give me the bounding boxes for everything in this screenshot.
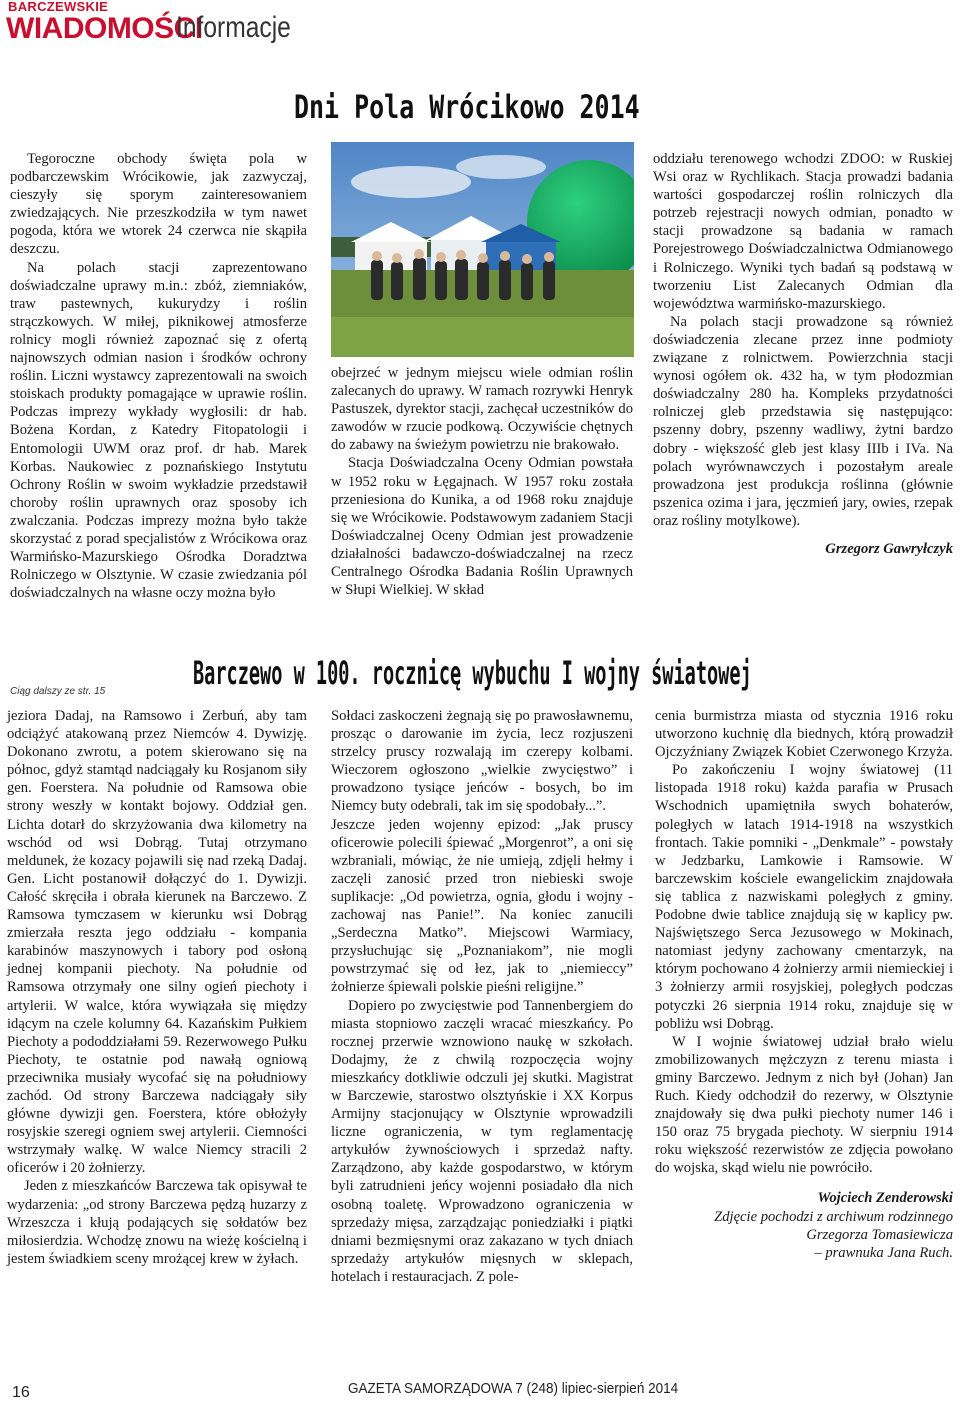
article1-col3 — [653, 150, 953, 558]
paragraph: oddziału terenowego wchodzi ZDOO: w Ruskiej Wsi oraz w Rychlikach. Stacja prowadzi badania wartości gospodarczej roślin rolniczych dla potrzeb rejestracji nowych odmian, ponadto w stacji prowadzone są badania w ramach Porejestrowego Doświadczalnictwa Odmianowego i Rolniczego. Wyniki tych badań są podstawą w tworzeniu List Zalecanych Odmian dla województwa warmińsko-mazurskiego. — [653, 151, 953, 312]
paragraph: Na polach stacji prowadzone są również doświadczenia zlecane przez inne podmioty związane z rolnictwem. Powierzchnia stacji wynosi ogółem ok. 432 ha, w tym płodozmian doświadczalny 280 ha. Kompleks przydatności rolniczej gleb przedstawia się następująco: pszenny dobry, pszenny wadliwy, żytni bardzo dobry - większość gleb jest klasy IIIb i IVa. Na polach wyrównawczych i pozostałym areale prowadzona jest produkcja roślinna (głównie pszenica ozima i jara, jęczmień jary, owies, rzepak oraz rośliny motylkowe). — [653, 313, 953, 529]
article1-title: Dni Pola Wrócikowo 2014 — [294, 88, 640, 126]
paragraph: cenia burmistrza miasta od stycznia 1916 roku utworzono kuchnię dla biednych, którą prowadził Ojczyźniany Związek Kobiet Czerwonego Krzyża. — [655, 708, 953, 761]
paragraph: Dopiero po zwycięstwie pod Tannenbergiem do miasta stopniowo zaczęli wracać mieszkańcy. Po rocznej przerwie wznowiono naukę w szkołach. Dodajmy, że z chwilą rozpoczęcia wojny mieszkańcy dotkliwie odczuli jej skutki. Magistrat w Barczewie, starostwo olsztyńskie i XX Korpus Armijny stacjonujący w Olsztynie wprowadzili liczne ograniczenia, w tym reglamentację artykułów żywnościowych i sprzedaż nafty. Zarządzono, aby każde gospodarstwo, w którym byli zatrudnieni jeńcy wojenni posiadało dla nich osobną toaletę. Wprowadzono ograniczenia w sprzedaży mięsa, zarządzając poniedziałki i piątki dniami bezmięsnymi oraz zakazano w tych dniach sprzedaży artykułów mięsnych w sklepach, hotelach i restauracjach. Z pole- — [331, 997, 633, 1285]
article2-col2 — [331, 707, 633, 1286]
photo-credit-line: Grzegorza Tomasiewicza — [806, 1226, 953, 1243]
article2-title: Barczewo w 100. rocznicę wybuchu I wojny światowej — [193, 654, 752, 692]
paragraph: Jeszcze jeden wojenny epizod: „Jak pruscy oficerowie polecili śpiewać „Morgenrot”, a oni się wzbraniali, mówiąc, że nie umieją, zdjęli hełmy i zaczęli zanosić przed tron niebieski swoje suplikacje: „Od powietrza, ognia, głodu i wojny - zachowaj nas Panie!”. Na koniec zanucili „Serdeczna Matko”. Miejscowi Warmiacy, przysłuchując się „Poznaniakom”, nie mogli powstrzymać się od łez, jak to „niemieccy” żołnierze śpiewali polskie pieśni religijne.” — [331, 816, 633, 996]
field-day-photo — [331, 142, 634, 357]
article1-author: Grzegorz Gawryłczyk — [825, 540, 953, 557]
paragraph: Po zakończeniu I wojny światowej (11 listopada 1918 roku) każda parafia w Prusach Wschodnich upamiętniła swych bohaterów, poległych w latach 1914-1918 na wszystkich frontach. Takie pomniki - „Denkmale” - powstały w Jedzbarku, Lamkowie i Ramsowie. W barczewskim kościele ewangelickim znajdowała się tablica z nazwiskami poległych z gminy. Podobne dwie tablice znajdują się w kaplicy pw. Najświętszego Serca Jezusowego w Mokinach, natomiast jedyny zachowany cmentarzyk, na którym pochowano 4 żołnierzy armii niemieckiej i 3 żołnierzy armii rosyjskiej, poległych podczas potyczki 26 sierpnia 1914 roku, znajduje się w pobliżu wsi Dobrąg. — [655, 762, 953, 1032]
article1-col1 — [10, 150, 307, 602]
paragraph: W I wojnie światowej udział brało wielu zmobilizowanych mężczyzn z terenu miasta i gminy Barczewo. Jednym z nich był (Johan) Jan Ruch. Kiedy odchodził do rezerwy, w Olsztynie znajdowały się dwa pułki piechoty numer 146 i 150 oraz 75 brygada piechoty. W sierpniu 1914 roku większość rezerwistów ze zdjęcia powołano do wojska, skąd wielu nie powróciło. — [655, 1033, 953, 1177]
photo-credit-line: – prawnuka Jana Ruch. — [814, 1244, 953, 1261]
masthead-brand-main: WIADOMOŚCI — [6, 12, 203, 45]
issue-footer: GAZETA SAMORZĄDOWA 7 (248) lipiec-sierpień 2014 — [348, 1380, 679, 1397]
masthead-brand-top: BARCZEWSKIE — [8, 0, 109, 14]
paragraph: Na polach stacji zaprezentowano doświadczalne uprawy m.in.: zbóż, ziemniaków, traw pastewnych, kukurydzy i roślin strączkowych. W miłej, piknikowej atmosferze rolnicy mogli również zapoznać się z ofertą najnowszych odmian nasion i środków ochrony roślin. Liczni wystawcy zaprezentowali na swoich stoiskach produkty pomagające w uprawie roślin. Podczas imprezy wykłady wygłosili: dr hab. Bożena Kordan, z Katedry Fitopatologii i Entomologii UWM oraz prof. dr hab. Marek Korbas. Naukowiec z poznańskiego Instytutu Ochrony Roślin w swoim wykładzie przedstawił choroby roślin uprawnych oraz sposoby ich zwalczania. Podczas imprezy można było także skorzystać z porad specjalistów z Wrócikowa oraz Warmińsko-Mazurskiego Ośrodka Doradztwa Rolniczego w Olsztynie. W czasie zwiedzania pól doświadczalnych na własne oczy można było — [10, 259, 307, 602]
masthead-section-title: Informacje — [176, 11, 291, 44]
paragraph: Sołdaci zaskoczeni żegnają się po prawosławnemu, prosząc o darowanie im życia, lecz rozjuszeni strzelcy pruscy rozwalają im czerepy kolbami. Wieczorem ogłoszono „wielkie zwycięstwo” i prowadzono tysiące jeńców - bosych, bo im Niemcy buty odebrali, tak im się spodobały...”. — [331, 708, 633, 815]
continuation-note: Ciąg dalszy ze str. 15 — [10, 686, 106, 697]
article1-col2 — [331, 364, 633, 599]
article2-col3 — [655, 707, 953, 1262]
paragraph: Stacja Doświadczalna Oceny Odmian powstała w 1952 roku w Łęgajnach. W 1957 roku została przeniesiona do Kunika, a od 1968 roku znajduje się we Wrócikowie. Podstawowym zadaniem Stacji Doświadczalnej Oceny Odmian jest prowadzenie działalności badawczo-doświadczalnej na rzecz Centralnego Ośrodka Badania Roślin Uprawnych w Słupi Wielkiej. W skład — [331, 455, 633, 599]
paragraph: jeziora Dadaj, na Ramsowo i Zerbuń, aby tam odciążyć atakowaną przez Niemców 4. Dywizję. Dokonano zwrotu, a potem skierowano się na północ, gdyż stamtąd nadciągały ku Rosjanom siły gen. Foerstera. Na południe od Ramsowa obie strony weszły w kontakt bojowy. Oddział gen. Lichta dotarł do skrzyżowania dwa kilometry na wschód od wsi Dobrąg. Tutaj otrzymano meldunek, że kozacy pojawili się nad rzeką Dadaj. Gen. Licht postanowił dołączyć do 1. Dywizji. Całość skręciła i obrała kierunek na Barczewo. Z Ramsowa tymczasem w kierunku wsi Dobrąg zmierzała reszta jego oddziału - kompania karabinów maszynowych i tabory pod osłoną jednej kompanii piechoty. Na południe od Ramsowa otrzymały one silny ogień piechoty i artylerii. W walce, która wywiązała się między idącym na czele kolumny 64. Kazańskim Pułkiem Piechoty a pododdziałami 59. Rezerwowego Pułku Piechoty, te ostatnie pod nawałą ogniową przeciwnika musiały wycofać się na południowy zachód. Od strony Barczewa nadciągały siły główne dywizji gen. Foerstera, które obłożyły rosyjskie szeregi ogniem swej artylerii. Ciemności wstrzymały walkę. W walce Niemcy stracili 2 oficerów i 20 żołnierzy. — [7, 708, 307, 1177]
article2-author: Wojciech Zenderowski — [817, 1190, 953, 1207]
paragraph: obejrzeć w jednym miejscu wiele odmian roślin zalecanych do uprawy. W ramach rozrywki Henryk Pastuszek, dyrektor stacji, zachęcał uczestników do zawodów w rzucie podkową. Oczywiście chętnych do zabawy na świeżym powietrzu nie brakowało. — [331, 365, 633, 454]
paragraph: Tegoroczne obchody święta pola w podbarczewskim Wrócikowie, jak zazwyczaj, cieszyły się sporym zainteresowaniem zwiedzających. Nie przeszkodziła w tym nawet pogoda, która we wtorek 24 czerwca nie skąpiła deszczu. — [10, 151, 307, 258]
article2-col1 — [7, 707, 307, 1268]
paragraph: Jeden z mieszkańców Barczewa tak opisywał te wydarzenia: „od strony Barczewa pędzą huzarzy z Wrzeszcza i kłują podających się sołdatów bez miłosierdzia. Wchodzę znowu na wieżę kościelną i jestem świadkiem sceny mrożącej krew w żyłach. — [7, 1178, 307, 1267]
page-number: 16 — [12, 1384, 30, 1401]
photo-credit-line: Zdjęcie pochodzi z archiwum rodzinnego — [714, 1208, 953, 1225]
